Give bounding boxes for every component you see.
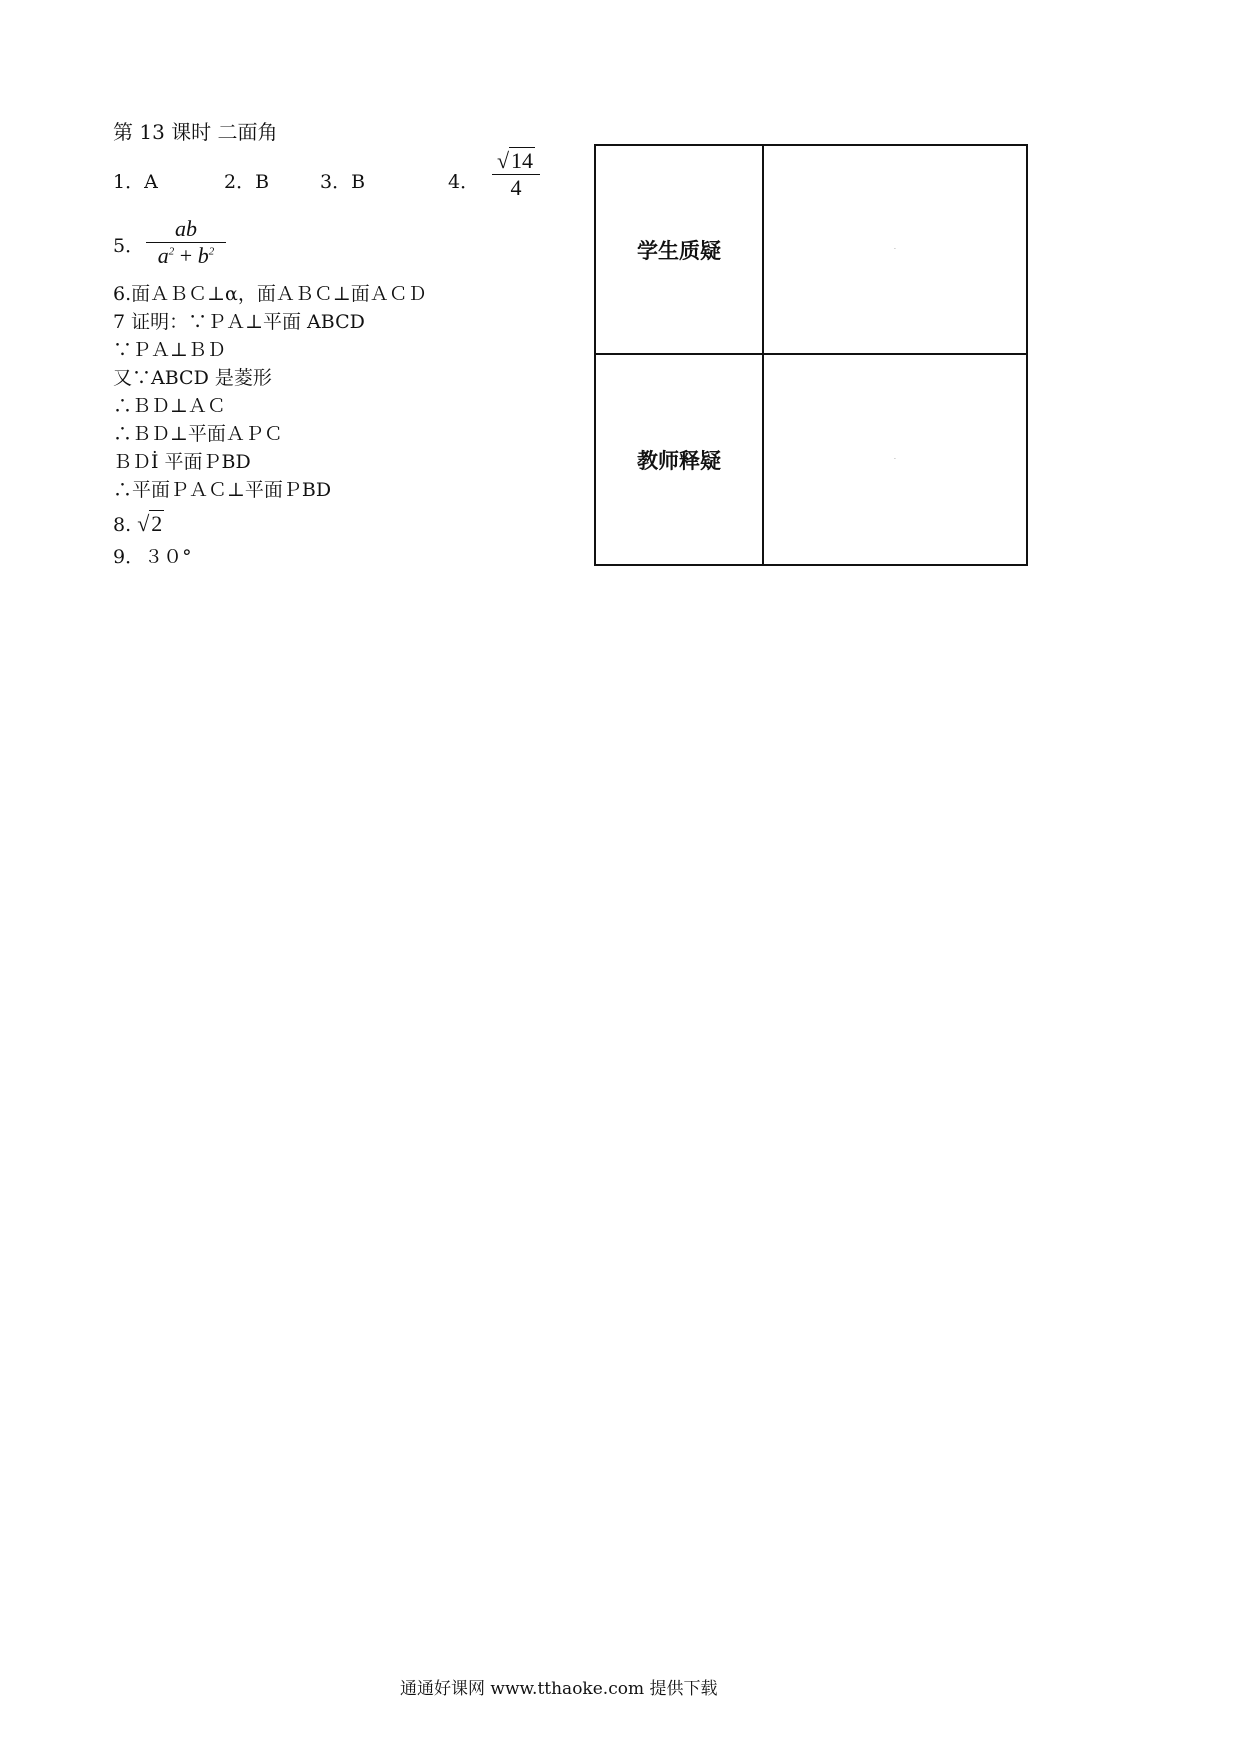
teacher-answer-content-cell: [764, 355, 1026, 564]
student-question-content-cell: [764, 146, 1026, 355]
page-footer: 通通好课网 www.tthaoke.com 提供下载: [400, 1679, 718, 1699]
answer-7-line-4: ∴ＢＤ⊥ＡＣ: [113, 395, 226, 417]
student-question-content: ·: [894, 246, 896, 253]
answer-4-prefix: 4．: [448, 171, 480, 193]
answer-1: 1．A: [113, 171, 158, 193]
answer-2: 2．B: [224, 171, 270, 193]
answer-7-line-5: ∴ＢＤ⊥平面ＡＰＣ: [113, 423, 283, 445]
sqrt-symbol: √2: [137, 511, 163, 536]
answer-3: 3．B: [320, 171, 366, 193]
teacher-answer-label: 教师释疑: [637, 448, 721, 473]
answer-6: 6.面ＡＢＣ⊥α，面ＡＢＣ⊥面ＡＣＤ: [113, 283, 427, 305]
teacher-answer-label-cell: [596, 355, 764, 564]
answer-7-line-7: ∴平面ＰＡＣ⊥平面ＰBD: [113, 479, 332, 501]
student-question-label: 学生质疑: [637, 238, 721, 263]
answer-7-line-1: 7 证明：∵ＰＡ⊥平面 ABCD: [113, 311, 365, 333]
answer-4-fraction: √14 4: [492, 148, 540, 201]
answer-5-prefix: 5．: [113, 235, 145, 257]
answer-7-line-6: ＢＤİ 平面ＰBD: [113, 451, 251, 473]
answer-9: 9．３０°: [113, 546, 192, 568]
question-table: [594, 144, 1028, 566]
teacher-answer-content: ·: [894, 456, 896, 463]
answer-8: 8. √2: [113, 511, 163, 536]
sqrt-symbol: √14: [496, 148, 534, 173]
answer-7-line-2: ∵ＰＡ⊥ＢＤ: [113, 339, 226, 361]
answer-5-fraction: ab $a^2 + b^2$: [146, 216, 226, 269]
student-question-label-cell: [596, 146, 764, 355]
answer-7-line-3: 又∵ABCD 是菱形: [113, 367, 272, 389]
lesson-title: 第 13 课时 二面角: [113, 120, 278, 144]
